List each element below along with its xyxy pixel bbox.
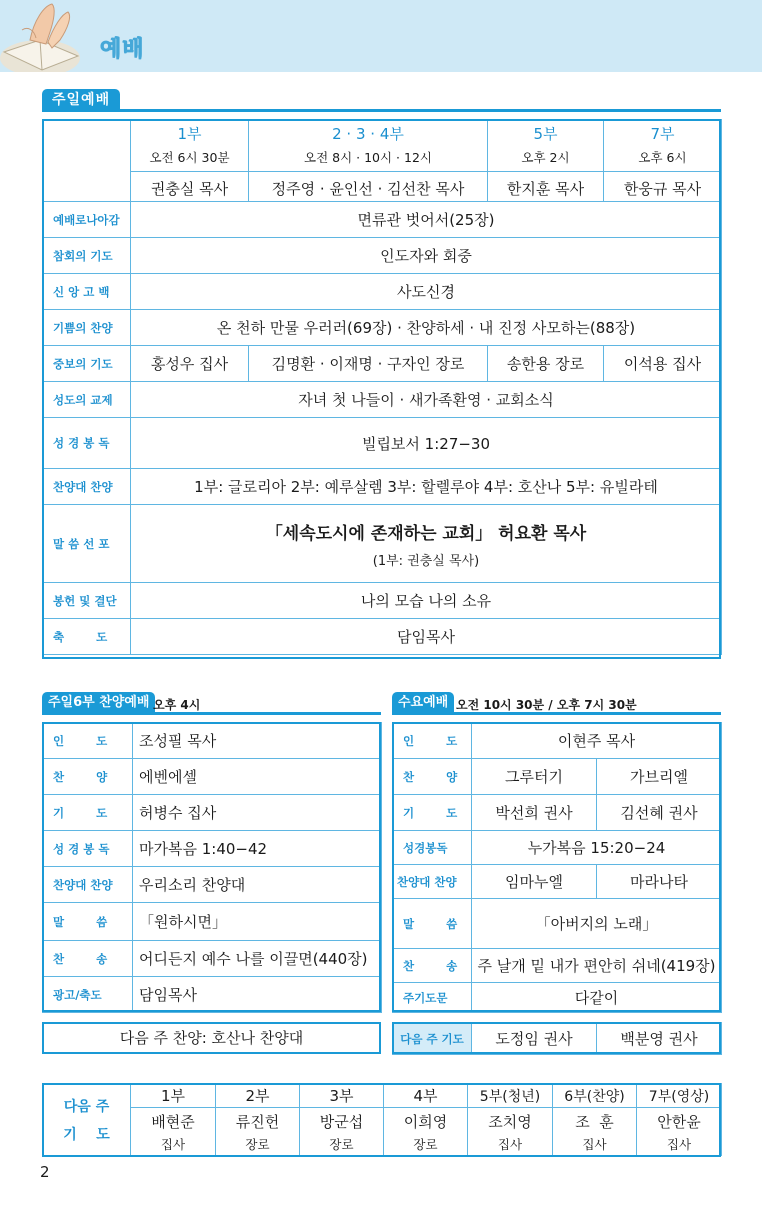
row-value: 나의 모습 나의 소유	[131, 583, 722, 619]
wednesday-time: 오전 10시 30분 / 오후 7시 30분	[456, 698, 637, 712]
service-cell	[131, 120, 249, 202]
row-label: 성경봉독	[393, 831, 472, 865]
row-value: 면류관 벗어서(25장)	[131, 202, 722, 238]
service-cell	[604, 120, 722, 202]
service-leader: 정주영 · 윤인선 · 김선찬 목사	[249, 171, 487, 199]
section-rule	[42, 712, 381, 715]
service-time: 오전 6시 30분	[149, 149, 230, 165]
person-name: 배현준	[151, 1112, 195, 1131]
row-value: 주 날개 밑 내가 편안히 쉬네(419장)	[472, 949, 722, 983]
part-cell: 5부(청년)	[468, 1084, 553, 1108]
next-prayer-label1: 다음 주	[63, 1098, 110, 1115]
service-time: 오전 8시 · 10시 · 12시	[304, 149, 432, 165]
row-label: 찬 송	[43, 941, 133, 977]
next-prayer-person: 도정임 권사	[472, 1023, 597, 1055]
row-label: 축 도	[43, 619, 131, 655]
next-prayer-person: 백분영 권사	[597, 1023, 722, 1055]
row-value: 「원하시면」	[133, 903, 382, 941]
row-label: 봉헌 및 결단	[43, 583, 131, 619]
person-cell	[131, 1108, 216, 1156]
row-value: 1부: 글로리아 2부: 예루살렘 3부: 할렐루야 4부: 호산나 5부: 유빌라테	[131, 469, 722, 505]
row-value: 우리소리 찬양대	[133, 867, 382, 903]
wednesday-next-prayer	[392, 1022, 722, 1055]
row-value: 김선혜 권사	[597, 795, 722, 831]
row-label: 참회의 기도	[43, 238, 131, 274]
row-label: 광고/축도	[43, 977, 133, 1013]
part-cell: 2부	[216, 1084, 300, 1108]
page-header	[0, 0, 762, 72]
row-value: 온 천하 만물 우러러(69장) · 찬양하세 · 내 진정 사모하는(88장)	[131, 310, 722, 346]
person-role: 집사	[582, 1136, 607, 1152]
row-value: 담임목사	[133, 977, 382, 1013]
person-role: 장로	[245, 1136, 270, 1152]
service-part: 7부	[650, 124, 675, 143]
row-label: 성 경 봉 독	[43, 831, 133, 867]
empty-corner-cell	[43, 120, 131, 202]
row-value: 자녀 첫 나들이 · 새가족환영 · 교회소식	[131, 382, 722, 418]
row-value: 허병수 집사	[133, 795, 382, 831]
service-leader: 한웅규 목사	[604, 171, 721, 199]
wednesday-table	[392, 722, 722, 1013]
row-value: 빌립보서 1:27−30	[131, 418, 722, 469]
person-cell	[637, 1108, 722, 1156]
row-label: 성도의 교제	[43, 382, 131, 418]
row-label: 말 씀 선 포	[43, 505, 131, 583]
row-value: 그루터기	[472, 759, 597, 795]
row-label: 찬 송	[393, 949, 472, 983]
row-label: 예배로나아감	[43, 202, 131, 238]
sunday-worship-tab: 주일예배	[42, 89, 120, 111]
sunday-worship-table	[42, 119, 722, 655]
page-number: 2	[40, 1163, 50, 1181]
next-week-prayer-table	[42, 1083, 722, 1156]
row-value: 담임목사	[131, 619, 722, 655]
row-label: 찬양대 찬양	[393, 865, 472, 899]
part-cell: 7부(영상)	[637, 1084, 722, 1108]
person-role: 장로	[329, 1136, 354, 1152]
row-value: 인도자와 회중	[131, 238, 722, 274]
section-rule	[42, 109, 721, 112]
row-value: 다같이	[472, 983, 722, 1013]
row-value: 박선희 권사	[472, 795, 597, 831]
person-role: 집사	[666, 1136, 692, 1152]
row-value: 마라나타	[597, 865, 722, 899]
row-value: 「아버지의 노래」	[472, 899, 722, 949]
person-cell	[384, 1108, 468, 1156]
sermon-sub: (1부: 권충실 목사)	[372, 553, 480, 569]
part-cell: 3부	[300, 1084, 384, 1108]
row-label: 인 도	[43, 723, 133, 759]
person-name: 이희영	[403, 1112, 448, 1131]
part-cell: 4부	[384, 1084, 468, 1108]
row-label: 찬 양	[393, 759, 472, 795]
service-time: 오후 2시	[521, 149, 570, 165]
wednesday-tab: 수요예배	[392, 692, 454, 714]
service-cell	[249, 120, 488, 202]
row-label: 주기도문	[393, 983, 472, 1013]
service-cell	[488, 120, 604, 202]
next-prayer-header	[43, 1084, 131, 1156]
person-name: 조치영	[488, 1112, 532, 1131]
prayer-person: 송한용 장로	[488, 346, 604, 382]
person-name: 방군섭	[319, 1112, 364, 1131]
next-prayer-label: 다음 주 기도	[393, 1023, 472, 1055]
part-cell: 1부	[131, 1084, 216, 1108]
service-leader: 권충실 목사	[131, 171, 248, 199]
person-name: 류진헌	[235, 1112, 280, 1131]
row-label: 찬양대 찬양	[43, 867, 133, 903]
person-cell	[216, 1108, 300, 1156]
person-role: 집사	[497, 1136, 523, 1152]
row-label: 말 씀	[43, 903, 133, 941]
sunday6-tab: 주일6부 찬양예배	[42, 692, 155, 714]
part-cell: 6부(찬양)	[553, 1084, 637, 1108]
section-rule	[392, 712, 721, 715]
row-value: 에벤에셀	[133, 759, 382, 795]
row-label: 기 도	[43, 795, 133, 831]
row-label: 찬 양	[43, 759, 133, 795]
next-choir-bar: 다음 주 찬양: 호산나 찬양대	[42, 1022, 381, 1054]
service-time: 오후 6시	[638, 149, 687, 165]
row-label: 말 씀	[393, 899, 472, 949]
person-name: 조 훈	[575, 1112, 614, 1131]
service-part: 5부	[533, 124, 558, 143]
row-value: 가브리엘	[597, 759, 722, 795]
person-name: 안한윤	[657, 1112, 701, 1131]
row-value: 마가복음 1:40−42	[133, 831, 382, 867]
sunday6-table	[42, 722, 382, 1013]
sunday6-time: 오후 4시	[153, 698, 201, 712]
row-label: 성 경 봉 독	[43, 418, 131, 469]
person-cell	[468, 1108, 553, 1156]
prayer-person: 김명환 · 이재명 · 구자인 장로	[249, 346, 488, 382]
row-value: 어디든지 예수 나를 이끌면(440장)	[133, 941, 382, 977]
person-role: 장로	[413, 1136, 438, 1152]
row-label: 기 도	[393, 795, 472, 831]
prayer-person: 이석용 집사	[604, 346, 722, 382]
person-cell	[553, 1108, 637, 1156]
service-part: 1부	[177, 124, 202, 143]
row-value: 조성필 목사	[133, 723, 382, 759]
row-label: 찬양대 찬양	[43, 469, 131, 505]
sermon-title: 「세속도시에 존재하는 교회」 허요환 목사	[265, 523, 587, 544]
row-label: 중보의 기도	[43, 346, 131, 382]
person-role: 집사	[160, 1136, 186, 1152]
row-value: 임마누엘	[472, 865, 597, 899]
row-label: 인 도	[393, 723, 472, 759]
row-value: 누가복음 15:20−24	[472, 831, 722, 865]
row-value: 이현주 목사	[472, 723, 722, 759]
person-cell	[300, 1108, 384, 1156]
service-leader: 한지훈 목사	[488, 171, 603, 199]
service-part: 2 · 3 · 4부	[332, 124, 404, 143]
next-prayer-label2: 기 도	[63, 1126, 110, 1143]
row-label: 신 앙 고 백	[43, 274, 131, 310]
page-title: 예배	[100, 37, 145, 62]
row-value: 사도신경	[131, 274, 722, 310]
praying-hands-bible-icon	[0, 0, 100, 72]
sermon-cell	[131, 505, 722, 583]
row-label: 기쁨의 찬양	[43, 310, 131, 346]
prayer-person: 홍성우 집사	[131, 346, 249, 382]
